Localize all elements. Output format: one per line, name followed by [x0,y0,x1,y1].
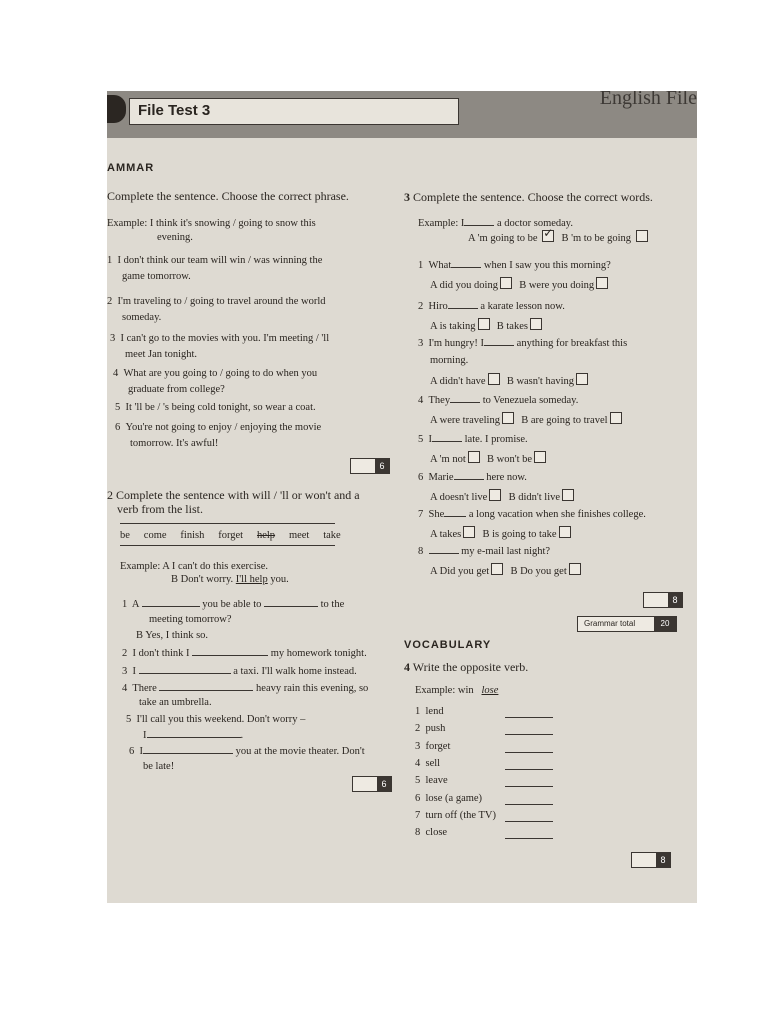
grammar-total-box [577,616,677,632]
ex3-item-5-option-a: A 'm not [430,454,466,465]
ex4-item-2-number: 2 [415,723,421,735]
ex4-item-8 [415,826,447,839]
ex4-item-1-word: lend [425,706,444,717]
ex4-item-8-answer-line[interactable] [505,838,553,839]
ex3-item-4-option-a-checkbox[interactable] [502,412,514,424]
ex2-item-3-number: 3 [122,666,128,677]
ex1-item-5-text[interactable]: It 'll be / 's being cold tonight, so wear a coat. [125,402,316,413]
ex3-item-5-number: 5 [418,434,424,445]
ex2-item-5-blank[interactable] [147,728,241,738]
ex3-item-7-pre: She [428,509,445,520]
ex2-example-b [171,573,289,586]
ex2-item-6-line2: be late! [143,761,175,772]
ex1-item-1-line2: game tomorrow. [122,271,191,282]
ex4-example-label: Example: [415,685,456,696]
ex2-item-2-number: 2 [122,648,128,659]
ex2-item-6-pre: I [139,746,143,757]
ex4-item-4-number: 4 [415,757,421,769]
ex3-item-6-options [430,489,576,504]
ex1-item-1-text[interactable]: I don't think our team will win / was winning the [117,255,323,266]
ex4-item-1 [415,705,444,718]
ex4-item-3-number: 3 [415,740,421,752]
ex3-item-1-options [430,277,610,292]
ex4-number: 4 [404,660,410,674]
ex3-item-6-option-a-checkbox[interactable] [489,489,501,501]
ex2-item-6-number: 6 [129,746,135,757]
ex4-example [415,684,498,697]
ex2-item-1-line2: meeting tomorrow? [149,614,232,625]
ex4-item-2-word: push [425,723,446,735]
ex3-item-4-number: 4 [418,395,424,406]
ex3-item-1-option-b-checkbox[interactable] [596,277,608,289]
ex3-item-4-blank [450,393,480,403]
ex3-item-5-pre: I [428,434,432,445]
ex4-item-3-word: forget [425,740,451,752]
word-finish: finish [180,530,205,541]
ex2-item-1-mid: you be able to [202,599,262,610]
grammar-total-label: Grammar total [584,619,636,628]
ex4-item-4 [415,757,440,770]
ex3-item-6-option-b-checkbox[interactable] [562,489,574,501]
ex2-item-3-pre: I [132,666,136,677]
ex1-example-label: Example: [107,218,148,229]
ex3-item-8-options [430,563,583,578]
ex2-item-4-line2: take an umbrella. [139,697,212,708]
page-title: File Test 3 [138,102,211,119]
ex3-item-5-option-a-checkbox[interactable] [468,451,480,463]
ex3-item-4-option-a: A were traveling [430,415,500,426]
ex1-item-4 [113,367,317,380]
ex3-item-2-post: a karate lesson now. [480,301,565,312]
ex1-item-6-text[interactable]: You're not going to enjoy / enjoying the movie [125,422,322,433]
ex2-instruction-text-1: Complete the sentence with will / 'll or won't and a [116,488,360,502]
ex3-example-options [468,230,650,245]
ex3-item-8-blank [429,544,459,554]
ex2-example-b-post: you. [267,574,289,585]
ex3-item-3-options [430,373,590,388]
ex3-item-2-option-b-checkbox[interactable] [530,318,542,330]
title-box [129,98,459,125]
ex2-item-3-post: a taxi. I'll walk home instead. [233,666,357,677]
ex3-item-7 [418,507,646,521]
ex2-item-4-blank[interactable] [159,681,253,691]
ex2-item-3 [122,664,357,678]
ex2-item-2-blank[interactable] [192,646,268,656]
ex4-example-answer: lose [481,685,499,696]
ex3-item-1 [418,258,611,272]
ex4-item-7-number: 7 [415,809,421,821]
ex3-item-1-option-a: A did you doing [430,280,498,291]
ex3-example-b: B 'm to be going [561,233,631,244]
ex3-example-post: a doctor someday. [497,218,574,229]
ex3-item-8-option-b: B Do you get [510,566,567,577]
grammar-total-value: 20 [654,617,676,631]
ex3-example-blank [464,216,494,226]
ex2-item-1-post: to the [320,599,345,610]
ex3-example-a-checkbox [542,230,554,242]
ex1-item-4-text[interactable]: What are you going to / going to do when you [123,368,318,379]
ex3-item-6-number: 6 [418,472,424,483]
ex3-item-6-option-b: B didn't live [508,492,561,503]
ex4-item-5-answer-line[interactable] [505,786,553,787]
ex4-instruction [404,661,528,674]
ex2-item-1-a: A [131,599,139,610]
ex3-item-5-post: late. I promise. [464,434,528,445]
ex2-score-box [352,776,392,792]
ex2-score: 6 [377,777,391,791]
ex3-score: 8 [668,593,682,607]
ex3-item-3 [418,336,627,350]
ex3-item-1-option-a-checkbox[interactable] [500,277,512,289]
ex3-item-5-option-b: B won't be [486,454,533,465]
ex1-item-4-number: 4 [113,368,119,379]
ex2-item-4-pre: There [132,683,157,694]
ex3-item-6-pre: Marie [428,472,454,483]
ex3-item-3-option-b-checkbox[interactable] [576,373,588,385]
ex3-item-8 [418,544,550,558]
ex2-item-5-line2 [143,728,243,742]
ex4-item-8-word: close [425,827,448,839]
ex3-item-1-blank [451,258,481,268]
test-sheet [107,91,697,903]
ex3-item-8-option-a: A Did you get [430,566,490,577]
ex3-item-8-option-b-checkbox[interactable] [569,563,581,575]
ex3-example-a: A 'm going to be [468,233,538,244]
ex3-item-7-options [430,526,573,541]
ex4-item-1-number: 1 [415,706,421,717]
ex3-item-8-number: 8 [418,546,424,557]
ex1-score: 6 [375,459,389,473]
ex2-item-6-post: you at the movie theater. Don't [235,746,365,757]
ex3-item-7-post: a long vacation when she finishes college. [468,509,646,520]
ex4-score: 8 [656,853,670,867]
ex3-item-3-line2: morning. [430,355,469,366]
ex4-item-3 [415,740,450,753]
ex3-item-1-option-b: B were you doing [519,280,595,291]
word-list-bottom-rule [120,545,335,546]
ex4-item-6-answer-line[interactable] [505,804,553,805]
word-come: come [143,530,167,541]
ex1-item-1-number: 1 [107,255,113,266]
ex3-item-3-blank [484,336,514,346]
ex1-example [107,217,316,230]
ex4-item-1-answer-line[interactable] [505,717,553,718]
ex1-instruction: Complete the sentence. Choose the correct phrase. [107,189,349,203]
ex2-instruction-1 [107,489,360,502]
ex3-item-7-option-b: B is going to take [482,529,557,540]
ex3-item-5 [418,432,528,446]
ex1-item-5 [115,401,316,414]
ex3-item-6-option-a: A doesn't live [430,492,488,503]
ex3-instruction [404,191,653,204]
ex1-item-3-number: 3 [110,333,116,344]
ex4-item-6 [415,792,482,805]
ex3-item-1-post: when I saw you this morning? [483,260,611,271]
ex1-item-4-line2: graduate from college? [128,384,225,395]
ex1-item-6-number: 6 [115,422,121,433]
ex1-item-1 [107,254,322,267]
ex4-instruction-text: Write the opposite verb. [412,660,529,674]
ex2-item-6-blank[interactable] [143,744,233,754]
ex2-item-4-number: 4 [122,683,128,694]
ex4-item-3-answer-line[interactable] [505,752,553,753]
ex3-item-1-pre: What [428,260,452,271]
ex3-item-2-blank [448,299,478,309]
ex3-item-3-pre: I'm hungry! I [428,338,485,349]
word-list [120,529,341,542]
ex3-score-box [643,592,683,608]
ex3-instruction-text: Complete the sentence. Choose the correct words. [413,190,653,204]
ex2-example-a-text: A I can't do this exercise. [162,561,268,572]
ex1-item-3 [110,332,329,345]
ex3-item-4-option-b: B are going to travel [521,415,608,426]
ex3-item-2-options [430,318,544,333]
ex1-item-2 [107,295,326,308]
ex3-example-b-checkbox [636,230,648,242]
ex1-example-text: I think it's snowing / going to snow this [149,218,316,229]
ex3-item-3-option-a-checkbox[interactable] [488,373,500,385]
ex1-item-2-number: 2 [107,296,113,307]
ex2-item-1-blank-2[interactable] [264,597,318,607]
ex3-item-8-option-a-checkbox[interactable] [491,563,503,575]
ex3-item-1-number: 1 [418,260,424,271]
ex3-number: 3 [404,190,410,204]
ex3-item-7-number: 7 [418,509,424,520]
ex3-item-2-number: 2 [418,301,424,312]
ex3-item-3-number: 3 [418,338,424,349]
ex1-item-2-text[interactable]: I'm traveling to / going to travel around the world [117,296,326,307]
ex2-item-5-post: . [240,730,244,741]
ex3-item-3-option-b: B wasn't having [506,376,575,387]
ex4-item-8-number: 8 [415,827,421,839]
ex1-score-box [350,458,390,474]
ex2-item-1 [122,597,344,611]
ex3-item-6 [418,470,527,484]
ex3-item-6-post: here now. [486,472,527,483]
ex3-item-7-blank [444,507,466,517]
ex2-instruction-2: verb from the list. [117,502,203,516]
word-help: help [256,530,276,541]
vocabulary-heading: VOCABULARY [404,639,492,651]
word-take: take [323,530,341,541]
ex2-item-1-number: 1 [122,599,128,610]
ex3-example-label: Example: [418,218,459,229]
ex2-item-5 [126,713,305,726]
ex3-item-2 [418,299,565,313]
ex3-item-5-option-b-checkbox[interactable] [534,451,546,463]
ex3-item-5-blank [432,432,462,442]
ex2-example-label: Example: [120,561,161,572]
word-meet: meet [288,530,310,541]
ex3-item-8-post: my e-mail last night? [461,546,551,557]
ex1-item-3-text[interactable]: I can't go to the movies with you. I'm meeting / 'll [120,333,330,344]
ex2-item-3-blank[interactable] [139,664,231,674]
ex2-example-b-answer: I'll help [235,574,268,585]
ex4-item-7-word: turn off (the TV) [425,809,496,821]
ex3-item-2-option-a: A is taking [430,321,476,332]
ex3-example-pre: I [460,218,465,229]
ex2-number: 2 [107,488,113,502]
ex3-item-7-option-a-checkbox[interactable] [463,526,475,538]
ex2-item-5-line1: I'll call you this weekend. Don't worry – [136,714,306,725]
ex3-item-4-option-b-checkbox[interactable] [610,412,622,424]
ex4-item-7 [415,809,496,822]
ex4-item-5 [415,774,448,787]
grammar-heading: AMMAR [107,162,155,174]
word-be: be [120,530,130,541]
ex2-item-2-pre: I don't think I [132,648,190,659]
ex3-item-3-post: anything for breakfast this [516,338,628,349]
ex2-example-a [120,560,268,573]
ex4-score-box [631,852,671,868]
ex1-item-5-number: 5 [115,402,121,413]
ex2-item-2 [122,646,367,660]
ex4-item-7-answer-line[interactable] [505,821,553,822]
ex3-item-7-option-a: A takes [430,529,462,540]
brand-name: English File [599,91,697,109]
ex2-item-2-post: my homework tonight. [270,648,367,659]
ex2-item-4-post: heavy rain this evening, so [256,683,369,694]
word-list-top-rule [120,523,335,524]
ex4-item-2-answer-line[interactable] [505,734,553,735]
ex1-item-6-line2: tomorrow. It's awful! [130,438,219,449]
ex4-item-4-answer-line[interactable] [505,769,553,770]
ex2-item-1-b: B Yes, I think so. [136,630,209,641]
ex1-item-2-line2: someday. [122,312,162,323]
ex2-item-5-number: 5 [126,714,132,725]
ex2-item-1-blank-1[interactable] [142,597,200,607]
ex4-item-6-number: 6 [415,792,421,804]
ex1-item-3-line2: meet Jan tonight. [125,349,198,360]
word-forget: forget [218,530,244,541]
ex3-item-4 [418,393,578,407]
ex2-item-4 [122,681,368,695]
ex4-item-5-number: 5 [415,775,421,787]
ex4-item-4-word: sell [425,757,441,769]
ex3-item-4-options [430,412,624,427]
ex1-example-text-2: evening. [157,232,193,243]
ex4-item-2 [415,722,445,735]
ex3-item-5-options [430,451,548,466]
ex3-item-4-pre: They [428,395,451,406]
ex3-item-2-option-b: B takes [496,321,528,332]
ex2-item-6 [129,744,365,758]
ex3-item-6-blank [454,470,484,480]
ex4-example-word: win [457,685,474,696]
ex3-item-4-post: to Venezuela someday. [482,395,579,406]
ex4-item-5-word: leave [425,775,448,787]
ex4-item-6-word: lose (a game) [425,792,483,804]
ex1-item-6 [115,421,321,434]
ex2-item-5-pre: I [143,730,147,741]
ex3-item-3-option-a: A didn't have [430,376,486,387]
ex3-item-2-pre: Hiro [428,301,448,312]
ex3-item-2-option-a-checkbox[interactable] [478,318,490,330]
ex2-example-b-pre: B Don't worry. [171,574,236,585]
ex3-item-7-option-b-checkbox[interactable] [559,526,571,538]
